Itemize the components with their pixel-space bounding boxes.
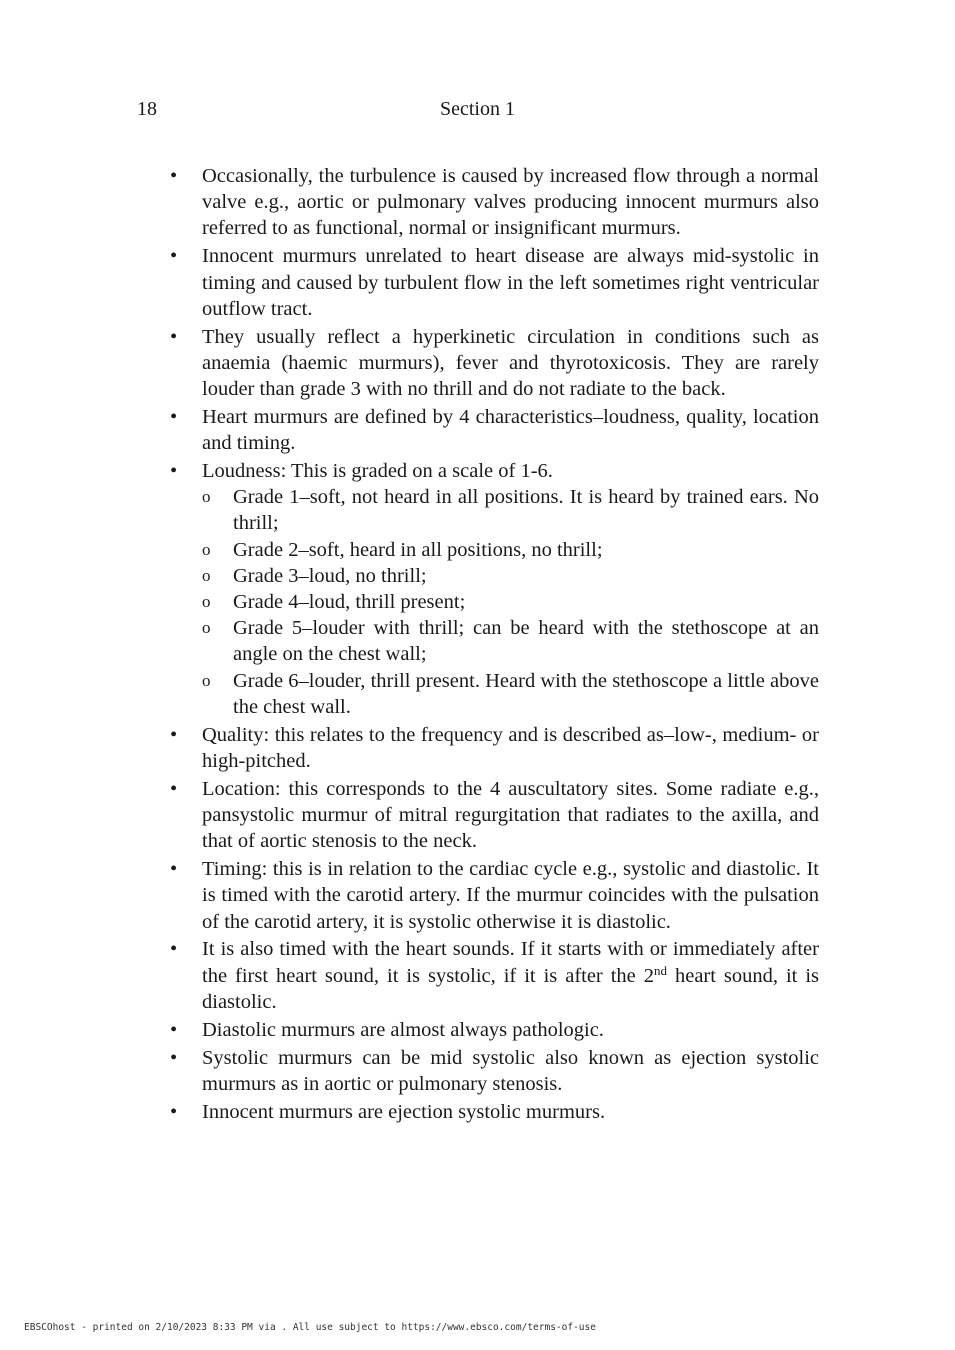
bullet-icon: •: [170, 405, 178, 428]
print-footer: EBSCOhost - printed on 2/10/2023 8:33 PM via . All use subject to https://www.ebsco.com/terms-of-use: [24, 1322, 596, 1333]
sub-list-item-text: Grade 2–soft, heard in all positions, no thrill;: [233, 538, 603, 561]
circle-bullet-icon: o: [202, 565, 211, 585]
list-item-text: Loudness: This is graded on a scale of 1-6.: [202, 459, 553, 482]
list-item-text: Occasionally, the turbulence is caused by increased flow through a normal valve e.g., aortic or pulmonary valves producing innocent murmurs also referred to as functional, normal or insignificant murmurs.: [202, 165, 819, 240]
page-number: 18: [137, 98, 157, 120]
list-item-text: Diastolic murmurs are almost always pathologic.: [202, 1018, 604, 1041]
sub-list-item: [202, 589, 819, 615]
bullet-icon: •: [170, 858, 178, 881]
sub-list-item: [202, 484, 819, 536]
list-item: [168, 243, 819, 322]
sub-list-item-text: Grade 4–loud, thrill present;: [233, 591, 466, 613]
grade-sublist: [202, 484, 819, 720]
list-item: [168, 324, 819, 403]
bullet-icon: •: [170, 777, 178, 800]
list-item: [168, 936, 819, 1015]
list-item-text: Heart murmurs are defined by 4 characteristics–loudness, quality, location and timing.: [202, 405, 819, 455]
list-item: [168, 856, 819, 935]
list-item: [168, 1099, 819, 1125]
bullet-icon: •: [170, 723, 178, 746]
list-item-text: They usually reflect a hyperkinetic circulation in conditions such as anaemia (haemic murmurs), fever and thyrotoxicosis. They are rarely louder than grade 3 with no thrill and do not radiate to the back.: [202, 325, 819, 400]
circle-bullet-icon: o: [202, 487, 211, 507]
bullet-list: [168, 163, 819, 1125]
circle-bullet-icon: o: [202, 618, 211, 638]
sub-list-item-text: Grade 6–louder, thrill present. Heard with the stethoscope a little above the chest wall.: [233, 669, 819, 718]
list-item-text: [202, 938, 819, 1012]
sub-list-item-text: Grade 3–loud, no thrill;: [233, 564, 427, 587]
list-item: [168, 776, 819, 855]
sub-list-item-text: Grade 5–louder with thrill; can be heard with the stethoscope at an angle on the chest wall;: [233, 617, 819, 666]
list-item: [168, 163, 819, 242]
bullet-icon: •: [170, 938, 178, 961]
list-item: [168, 458, 819, 720]
list-item-text-part: It is also timed with the heart sounds. If it starts with or immediately after the first heart sound, it is systolic, if it is after the 2: [202, 938, 819, 987]
list-item: [168, 722, 819, 774]
bullet-icon: •: [170, 1100, 178, 1123]
bullet-icon: •: [170, 325, 178, 348]
circle-bullet-icon: o: [202, 539, 211, 559]
list-item: [168, 1045, 819, 1097]
bullet-icon: •: [170, 165, 178, 187]
list-item-text-part: heart sound, it is diastolic.: [202, 964, 820, 1013]
list-item-text: Timing: this is in relation to the cardiac cycle e.g., systolic and diastolic. It is timed with the carotid artery. If the murmur coincides with the pulsation of the carotid artery, it is systolic otherwise it is diastolic.: [202, 858, 819, 933]
bullet-icon: •: [170, 1018, 178, 1041]
bullet-icon: •: [170, 459, 178, 482]
sub-list-item: [202, 668, 819, 720]
sub-list-item-text: Grade 1–soft, not heard in all positions. It is heard by trained ears. No thrill;: [233, 486, 819, 535]
circle-bullet-icon: o: [202, 592, 211, 611]
list-item-text: Innocent murmurs are ejection systolic murmurs.: [202, 1100, 606, 1123]
list-item-text: Systolic murmurs can be mid systolic also known as ejection systolic murmurs as in aortic or pulmonary stenosis.: [202, 1046, 819, 1095]
list-item: [168, 1017, 819, 1043]
bullet-icon: •: [170, 1046, 178, 1069]
sub-list-item: [202, 615, 819, 667]
sub-list-item: [202, 563, 819, 589]
list-item-text: Innocent murmurs unrelated to heart disease are always mid-systolic in timing and caused by turbulent flow in the left sometimes right ventricular outflow tract.: [202, 245, 819, 320]
list-item: [168, 404, 819, 456]
running-head: Section 1: [440, 98, 515, 120]
list-item-text: Location: this corresponds to the 4 auscultatory sites. Some radiate e.g., pansystolic murmur of mitral regurgitation that radiates to the axilla, and that of aortic stenosis to the neck.: [202, 777, 819, 853]
bullet-icon: •: [170, 245, 178, 268]
sub-list-item: [202, 537, 819, 563]
ordinal-superscript: nd: [654, 962, 667, 978]
circle-bullet-icon: o: [202, 670, 211, 690]
body-content: [168, 163, 819, 1127]
list-item-text: Quality: this relates to the frequency and is described as–low-, medium- or high-pitched.: [202, 723, 819, 772]
